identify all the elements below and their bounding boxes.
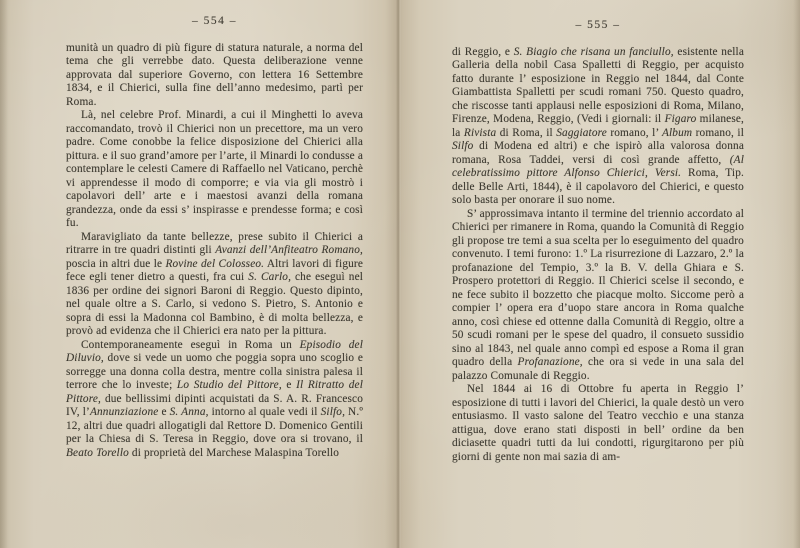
page-right-text-body [452, 46, 744, 465]
text-run-italic: Profanazione, [517, 356, 583, 368]
text-run: e [158, 406, 170, 418]
page-edge-right-shading [793, 0, 800, 548]
paragraph [66, 231, 363, 339]
text-run-italic: Beato Torello [66, 446, 129, 459]
text-run: che ora si vede in una sala del palazzo Comunale di Reggio. [452, 356, 744, 382]
text-run-italic: Avanzi dell’Anfiteatro Romano, [215, 244, 364, 256]
text-run: Nel 1844 ai 16 di Ottobre fu aperta in Reggio l’ esposizione di tutti i lavori del Chierici, la quale destò un vero entusiasmo. Il vasto salone del Teatro vecchio e una stanza attigua, dove erano stati disposti in bell’ ordine da ben diciasette quadri tutti da lui condotti, rigurgitarono per più giorni di gente non mai sazia di am- [452, 383, 744, 463]
text-run-italic: S. Anna, [169, 406, 209, 418]
text-run-italic: Rivista [463, 126, 497, 139]
text-run: Contemporaneamente eseguì in Roma un [81, 338, 300, 351]
text-run-italic: Saggiatore [556, 126, 607, 139]
paragraph [452, 383, 744, 464]
paragraph [66, 339, 363, 461]
text-run: N.º 12, altri due quadri allogatigli dal Rettore D. Domenico Gentili per la Chiesa di S. Teresa in Reggio, dove ora si trovano, il [66, 406, 363, 445]
text-run: esistente nella Galleria della nobil Casa Spalletti di Reggio, per acquisto fatto durante l’ esposizione in Reggio nel 1844, dal Conte Giambattista Spalletti per scudi romani 750. Questo quadro, che riscosse tanti applausi nelle esposizioni di Roma, Milano, Firenze, Modena, Reggio, (Vedi i giornali: il [452, 45, 745, 125]
text-run-italic: S. Biagio che risana un fanciullo, [513, 45, 674, 58]
text-run: e [281, 379, 297, 391]
page-number-right: – 555 – [575, 19, 621, 31]
text-run: S’ approssimava intanto il termine del triennio accordato al Chierici per rimanere in Roma, quando la Comunità di Reggio gli propose tre temi a sua scelta per lo eseguimento del quadro convenuto. I temi furono: 1.º La risurrezione di Lazzaro, 2.º la profanazione del Tempio, 3.º la B. V. della Ghiara e S. Prospero protettori di Reggio. Il Chierici scelse il secondo, e ne fece subito il bozzetto che piacque molto. Siccome però a compier l’ opera era d’uopo stare ancora in Roma qualche anno, così chiese ed ottenne dalla Comunità di Reggio, oltre a 50 scudi romani per le spese del quadro, il consueto sussidio sino al 1843, nel quale anno compì ed espose a Roma il gran quadro della [452, 207, 744, 368]
text-run: poscia in altri due le [66, 257, 166, 270]
text-run: romano, il [692, 126, 744, 139]
text-run: intorno al quale vedi il [208, 406, 321, 418]
text-run: dove si vede un uomo che poggia sopra uno scoglio e sorregge una donna colla destra, mentre colla sinistra palesa il terrore che lo investe; [66, 352, 363, 391]
paragraph [452, 208, 744, 384]
text-run: che eseguì nel 1836 per ordine dei signori Baroni di Reggio. Questo dipinto, nel quale oltre a S. Carlo, si vedono S. Pietro, S. Antonio e sopra di essi la Madonna col Bambino, è di molta bellezza, e provò ad evidenza che il Chierici era nato per la pittura. [66, 271, 364, 337]
text-run: di Roma, il [496, 126, 557, 139]
text-run: Roma, Tip. delle Belle Arti, 1844), è il capolavoro del Chierici, e questo solo basta per onorare il suo nome. [452, 167, 744, 206]
text-run-italic: Silfo, [320, 406, 346, 418]
text-run-italic: S. Carlo, [248, 271, 292, 283]
text-run: Altri lavori di figure fece egli tener dietro a questi, fra cui [66, 257, 363, 283]
text-run: munità un quadro di più figure di statura naturale, a norma del tema che gli verrebbe dato. Questa deliberazione venne approvata dal superiore Governo, con lettera 16 Settembre 1834, e il Chierici, sulla fine dell’anno medesimo, partì per Roma. [66, 41, 363, 108]
text-run-italic: (Al celebratissimo pittore Alfonso Chierici, Versi. [452, 153, 744, 179]
text-run: milanese, la [452, 113, 745, 139]
text-run-italic: Annunziazione [89, 406, 159, 418]
text-run: di Modena ed altri) e che ispirò alla valorosa donna romana, Rosa Taddei, versi di così grande affetto, [452, 140, 744, 166]
paragraph [452, 46, 744, 208]
page-left [66, 15, 363, 460]
text-run-italic: Silfo [452, 140, 474, 152]
text-run: due bellissimi dipinti acquistati da S. A. R. Francesco IV, l’ [66, 392, 363, 418]
text-run: Là, nel celebre Prof. Minardi, a cui il Minghetti lo aveva raccomandato, trovò il Chierici non un precettore, ma un vero padre. Come conobbe la felice disposizione del Chierici alla pittura. e il suo grand’amore per l’arte, il Minardi lo condusse a contemplare le celesti Camere di Raffaello nel Vaticano, perchè vi apprendesse il modo di comporre; e via via gli mostrò i capolavori dell’ arte e i maestosi avanzi della romana grandezza, onde da essi s’ inspirasse e prendesse forma; e così fu. [66, 109, 363, 229]
page-number-left: – 554 – [192, 15, 237, 27]
text-run: di proprietà del Marchese Malaspina Torello [128, 446, 340, 459]
text-run-italic: Rovine del Colosseo. [165, 257, 265, 270]
text-run: romano, l’ [606, 126, 662, 139]
book-gutter-crease [396, 0, 401, 548]
text-run-italic: Il Ritratto del Pittore, [66, 379, 363, 405]
page-right [452, 19, 744, 464]
paragraph [66, 109, 363, 231]
page-edge-left-shading [0, 0, 8, 548]
page-left-text-body [66, 42, 363, 461]
text-run-italic: Album [661, 126, 693, 139]
text-run-italic: Figaro [664, 113, 697, 125]
text-run: di Reggio, e [452, 45, 514, 58]
paragraph [66, 42, 363, 110]
text-run-italic: Lo Studio del Pittore, [176, 379, 282, 391]
text-run-italic: Episodio del Diluvio, [66, 338, 363, 364]
text-run: Maravigliato da tante bellezze, prese subito il Chierici a ritrarre in tre quadri distinti gli [66, 230, 363, 256]
